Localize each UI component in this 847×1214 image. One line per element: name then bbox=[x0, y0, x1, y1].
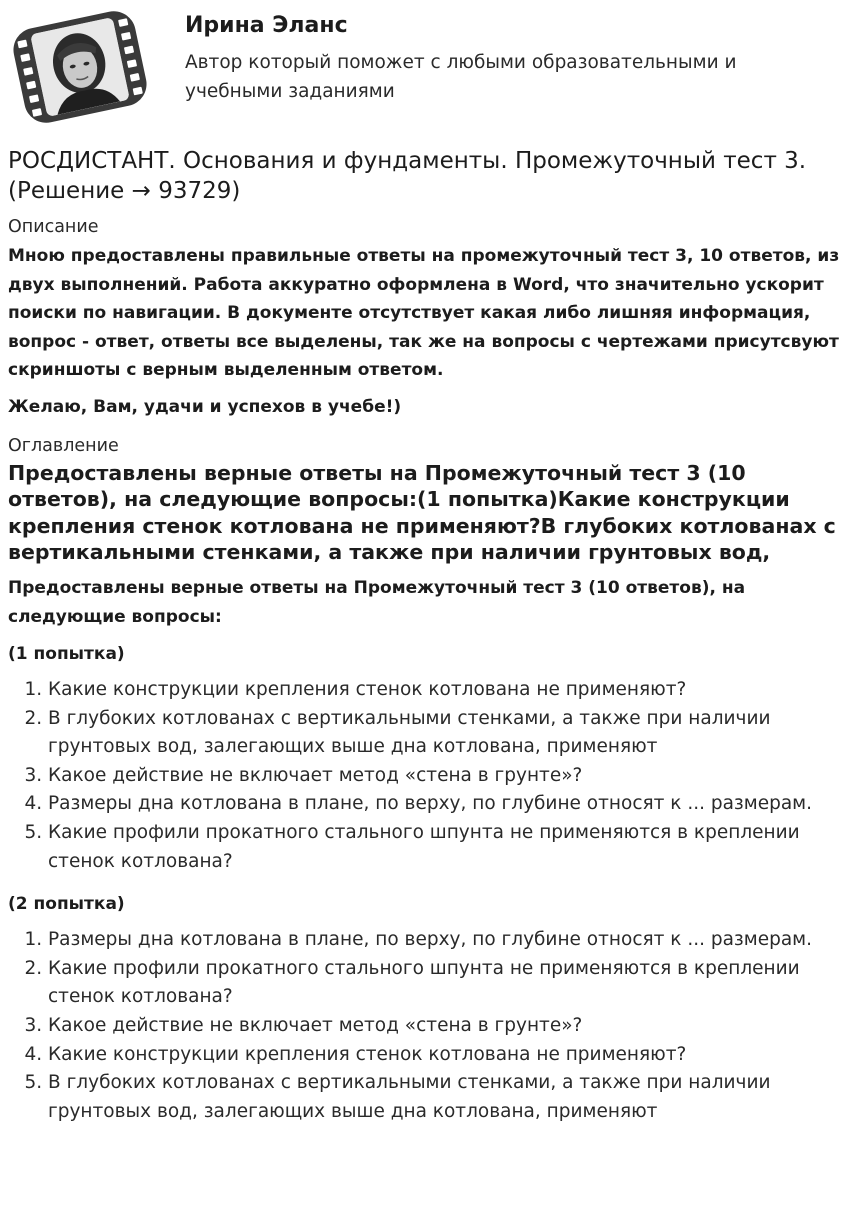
question-list-1 bbox=[8, 676, 840, 876]
attempt-label-1: (1 попытка) bbox=[8, 643, 125, 664]
list-item: 1. Размеры дна котлована в плане, по верху, по глубине относят к ... размерам. bbox=[48, 926, 840, 955]
list-item: 5. В глубоких котлованах с вертикальными стенками, а также при наличии грунтовых вод, залегающих выше дна котлована, применяют bbox=[48, 1069, 840, 1126]
description-text: Мною предоставлены правильные ответы на промежуточный тест 3, 10 ответов, из двух выполнений. Работа аккуратно оформлена в Word, что значительно ускорит поиски по навигации. В документе отсутствует какая либо лишняя информация, вопрос - ответ, ответы все выделены, так же на вопросы с чертежами присутсвуют скриншоты с верным выделенным ответом. bbox=[8, 246, 840, 381]
question-list-2 bbox=[8, 926, 840, 1126]
list-item: 1. Какие конструкции крепления стенок котлована не применяют? bbox=[48, 676, 840, 705]
main-content bbox=[8, 146, 840, 1126]
author-description: Автор который поможет с любыми образовательными и учебными заданиями bbox=[185, 52, 737, 102]
wish-text: Желаю, Вам, удачи и успехов в учебе!) bbox=[8, 396, 402, 417]
list-item: 5. Какие профили прокатного стального шпунта не применяются в креплении стенок котлована? bbox=[48, 819, 840, 876]
intro-text: Предоставлены верные ответы на Промежуточный тест 3 (10 ответов), на следующие вопросы: bbox=[8, 577, 746, 627]
list-item: 2. В глубоких котлованах с вертикальными стенками, а также при наличии грунтовых вод, залегающих выше дна котлована, применяют bbox=[48, 705, 840, 762]
list-item: 2. Какие профили прокатного стального шпунта не применяются в креплении стенок котлована? bbox=[48, 955, 840, 1012]
attempt-label-2: (2 попытка) bbox=[8, 894, 125, 915]
page-title: РОСДИСТАНТ. Основания и фундаменты. Промежуточный тест 3. (Решение → 93729) bbox=[8, 148, 807, 204]
author-name[interactable]: Ирина Эланс bbox=[185, 13, 348, 38]
film-frame-avatar-icon bbox=[8, 7, 152, 127]
avatar bbox=[8, 7, 152, 127]
toc-label: Оглавление bbox=[8, 435, 119, 456]
list-item: 4. Размеры дна котлована в плане, по верху, по глубине относят к ... размерам. bbox=[48, 790, 840, 819]
list-item: 3. Какое действие не включает метод «стена в грунте»? bbox=[48, 762, 840, 791]
list-item: 4. Какие конструкции крепления стенок котлована не применяют? bbox=[48, 1041, 840, 1070]
toc-heading: Предоставлены верные ответы на Промежуточный тест 3 (10 ответов), на следующие вопросы:(1 попытка)Какие конструкции крепления стенок котлована не применяют?В глубоких котлованах с вертикальными стенками, а также при наличии грунтовых вод, bbox=[8, 460, 836, 565]
description-label: Описание bbox=[8, 217, 99, 237]
list-item: 3. Какое действие не включает метод «стена в грунте»? bbox=[48, 1012, 840, 1041]
author-header bbox=[0, 0, 847, 135]
